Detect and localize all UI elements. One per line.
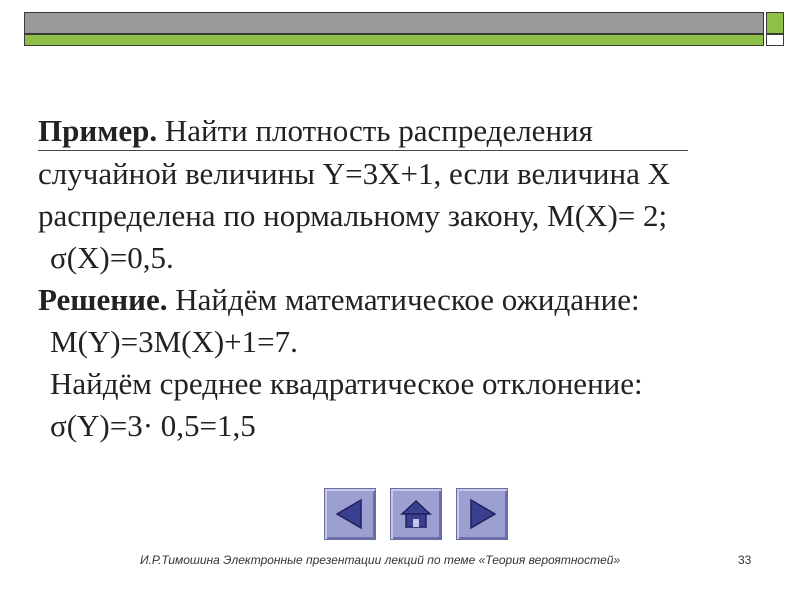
slide-text: σ(X)=0,5. [50, 240, 174, 275]
solution-label: Решение. [38, 282, 168, 317]
header-corner-green-square [766, 12, 784, 34]
slide-line-8 [38, 405, 778, 447]
home-icon [399, 497, 433, 531]
home-button[interactable] [390, 488, 442, 540]
slide-text: Найдём среднее квадратическое отклонение: [50, 366, 643, 401]
header-green-bar [24, 34, 764, 46]
example-text: Найти плотность распределения [157, 113, 593, 148]
next-slide-button[interactable] [456, 488, 508, 540]
slide-line-1 [38, 110, 688, 151]
previous-slide-button[interactable] [324, 488, 376, 540]
slide-text: σ(Y)=3· 0,5=1,5 [50, 408, 256, 443]
triangle-left-icon [333, 497, 367, 531]
header-corner-white-square [766, 34, 784, 46]
slide-line-3 [38, 195, 778, 237]
slide-line-5 [38, 279, 778, 321]
footer-credit: И.Р.Тимошина Электронные презентации лекций по теме «Теория вероятностей» [140, 553, 621, 567]
slide-text: распределена по нормальному закону, M(X)= 2; [38, 198, 668, 233]
slide-text: случайной величины Y=3X+1, если величина X [38, 156, 671, 191]
slide-line-4 [38, 237, 778, 279]
header-gray-bar [24, 12, 764, 34]
slide-content [38, 110, 778, 447]
slide-text: M(Y)=3M(X)+1=7. [50, 324, 298, 359]
solution-text: Найдём математическое ожидание: [167, 282, 640, 317]
triangle-right-icon [465, 497, 499, 531]
example-label: Пример. [38, 113, 158, 148]
page-number: 33 [738, 553, 752, 567]
slide-line-7 [38, 363, 778, 405]
slide-line-2 [38, 153, 778, 195]
slide-line-6 [38, 321, 778, 363]
